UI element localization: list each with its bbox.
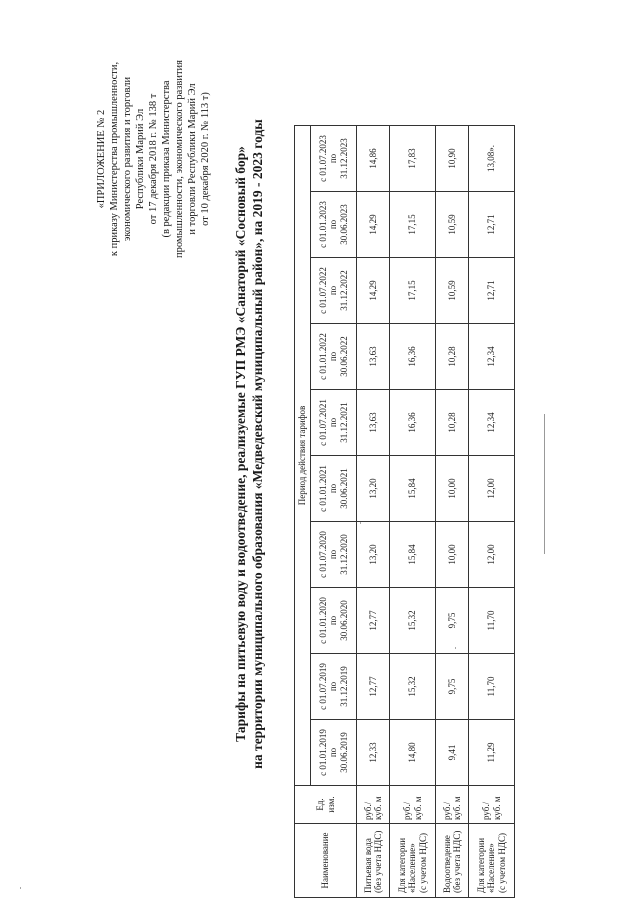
tariff-value: 10,00 [436, 456, 469, 522]
row-name [469, 824, 515, 898]
header-period-date-line: 30.06.2022 [338, 336, 349, 377]
row-unit [390, 786, 436, 824]
header-period-date-line: по [328, 285, 339, 296]
header-period-date [311, 324, 357, 390]
tariff-value: 12,00 [469, 522, 515, 588]
tariff-value: 14,80 [390, 720, 436, 786]
row-name-line: (с учетом НДС) [496, 833, 507, 893]
row-name-line: «Население» [486, 843, 497, 893]
row-unit-line: руб./ [481, 801, 491, 820]
header-period-date [311, 390, 357, 456]
row-unit-line: руб./ [402, 801, 412, 820]
header-unit-line: Ед. [315, 798, 325, 811]
annex-line: от 10 декабря 2020 г. № 113 т) [200, 92, 211, 226]
annex-block [95, 54, 212, 264]
annex-line: промышленности, экономического развития [174, 60, 185, 259]
row-name [357, 824, 390, 898]
header-period-date [311, 720, 357, 786]
row-unit-line: куб. м [412, 796, 423, 820]
tariff-value: 12,33 [357, 720, 390, 786]
header-period-date-line: по [328, 615, 339, 626]
header-period-date-line: с 01.07.2023 [317, 135, 328, 182]
tariff-value: 10,28 [436, 324, 469, 390]
scan-artifact-dot [20, 887, 21, 889]
tariff-value: 16,36 [390, 324, 436, 390]
header-unit-line: изм. [325, 796, 336, 813]
scan-artifact-line [544, 414, 545, 554]
header-period-date [311, 192, 357, 258]
tariff-value: 11,29 [469, 720, 515, 786]
header-period-date [311, 258, 357, 324]
row-unit [469, 786, 515, 824]
row-name-line: Для категории [475, 837, 486, 893]
header-period-date [311, 126, 357, 192]
tariff-value: 15,32 [390, 588, 436, 654]
annex-line: (в редакции приказа Министерства [161, 80, 172, 238]
header-period-date-line: по [328, 351, 339, 362]
header-period-date-line: 31.12.2020 [338, 534, 349, 575]
tariff-value: 15,32 [390, 654, 436, 720]
tariff-value: 13,08». [469, 126, 515, 192]
row-name-line: (без учета НДС) [373, 830, 383, 893]
tariff-value: 10,90 [436, 126, 469, 192]
header-period-text: Период действия тарифов [297, 405, 308, 506]
tariff-value: 15,84 [390, 522, 436, 588]
row-name-line: (без учета НДС) [452, 830, 462, 893]
tariff-value: 14,29 [357, 192, 390, 258]
tariff-value: 9,75 [436, 654, 469, 720]
tariff-value: 14,86 [357, 126, 390, 192]
tariff-value: 17,15 [390, 192, 436, 258]
header-period-date-line: 31.12.2021 [338, 402, 349, 443]
table-row [436, 126, 469, 898]
tariff-value: 13,63 [357, 324, 390, 390]
row-unit-line: руб./ [362, 801, 373, 820]
row-unit-line: куб. м [452, 796, 462, 820]
header-unit [295, 786, 357, 824]
header-period-date [311, 654, 357, 720]
header-period-date-line: по [328, 483, 339, 494]
row-name-line: «Население» [407, 843, 418, 893]
tariff-value: 13,63 [357, 390, 390, 456]
tariff-value: 10,28 [436, 390, 469, 456]
header-period-date-line: с 01.01.2022 [317, 333, 328, 380]
tariff-value: 12,71 [469, 192, 515, 258]
scan-artifact-dot [455, 647, 456, 649]
tariff-value: 12,34 [469, 324, 515, 390]
header-period-date-line: по [328, 747, 339, 758]
row-name [436, 824, 469, 898]
header-period-date-line: с 01.01.2021 [317, 465, 328, 512]
table-row [469, 126, 515, 898]
header-period-date-line: с 01.07.2022 [317, 267, 328, 314]
tariff-value: 11,70 [469, 588, 515, 654]
row-name-line: (с учетом НДС) [417, 833, 428, 893]
header-name-text: Наименование [320, 832, 331, 889]
tariff-value: 12,71 [469, 258, 515, 324]
row-unit-line: руб./ [441, 801, 452, 820]
header-period-date-line: с 01.01.2020 [317, 597, 328, 644]
row-unit-line: куб. м [373, 796, 383, 820]
header-period-date-line: 31.12.2022 [338, 270, 349, 311]
header-period-date-line: 31.12.2019 [338, 666, 349, 707]
row-unit-line: куб. м [491, 796, 502, 820]
tariff-value: 14,29 [357, 258, 390, 324]
annex-line: экономического развития и торговли [122, 76, 133, 242]
tariff-value: 10,59 [436, 192, 469, 258]
header-period-date-line: с 01.01.2023 [317, 201, 328, 248]
header-period-date-line: 30.06.2023 [338, 204, 349, 245]
header-period-date-line: с 01.07.2019 [317, 663, 328, 710]
header-period-date [311, 522, 357, 588]
tariff-value: 16,36 [390, 390, 436, 456]
tariff-value: 15,84 [390, 456, 436, 522]
header-period-date [311, 456, 357, 522]
tariff-value: 13,20 [357, 456, 390, 522]
header-name [295, 824, 357, 898]
tariff-value: 13,20 [357, 522, 390, 588]
header-period-date-line: по [328, 549, 339, 560]
row-unit [357, 786, 390, 824]
tariff-value: 12,77 [357, 654, 390, 720]
tariff-value: 17,83 [390, 126, 436, 192]
header-period-date-line: 30.06.2020 [338, 600, 349, 641]
header-period-date-line: 30.06.2019 [338, 732, 349, 773]
table-row [357, 126, 390, 898]
tariff-value: 9,41 [436, 720, 469, 786]
annex-line: от 17 декабря 2018 г. № 138 т [148, 93, 159, 225]
row-name-line: Питьевая вода [362, 838, 373, 893]
annex-line: и торговли Республики Марий Эл [187, 83, 198, 235]
tariff-value: 10,00 [436, 522, 469, 588]
header-period-date-line: по [328, 681, 339, 692]
annex-line: «ПРИЛОЖЕНИЕ № 2 [96, 109, 107, 209]
row-name-line: Водоотведение [441, 835, 452, 893]
header-period-date-line: с 01.07.2020 [317, 531, 328, 578]
header-period-date-line: с 01.01.2019 [317, 729, 328, 776]
table-row [390, 126, 436, 898]
tariff-value: 12,34 [469, 390, 515, 456]
header-period-date-line: по [328, 219, 339, 230]
document-title [232, 14, 266, 874]
tariff-value: 11,70 [469, 654, 515, 720]
tariff-table [294, 125, 515, 898]
tariff-value: 17,15 [390, 258, 436, 324]
header-period-date [311, 588, 357, 654]
tariff-value: 9,75 [436, 588, 469, 654]
tariff-value: 12,00 [469, 456, 515, 522]
tariff-value: 10,59 [436, 258, 469, 324]
row-unit [436, 786, 469, 824]
header-period-date-line: по [328, 417, 339, 428]
row-name-line: Для категории [396, 837, 407, 893]
header-period-date-line: с 01.07.2021 [317, 399, 328, 446]
title-line-2: на территории муниципального образования «Медведевский муниципальный район», на 2019 - 2023 годы [250, 119, 265, 769]
row-name [390, 824, 436, 898]
annex-line: Республики Марий Эл [135, 108, 146, 210]
scan-artifact-dot [360, 522, 361, 524]
header-period-date-line: по [328, 153, 339, 164]
header-period [295, 126, 311, 786]
header-period-date-line: 30.06.2021 [338, 468, 349, 509]
annex-line: к приказу Министерства промышленности, [109, 61, 120, 257]
title-line-1: Тарифы на питьевую воду и водоотведение, реализуемые ГУП РМЭ «Санаторий «Сосновый бор» [233, 146, 248, 742]
period-dates-row [311, 126, 357, 898]
header-period-date-line: 31.12.2023 [338, 138, 349, 179]
tariff-value: 12,77 [357, 588, 390, 654]
